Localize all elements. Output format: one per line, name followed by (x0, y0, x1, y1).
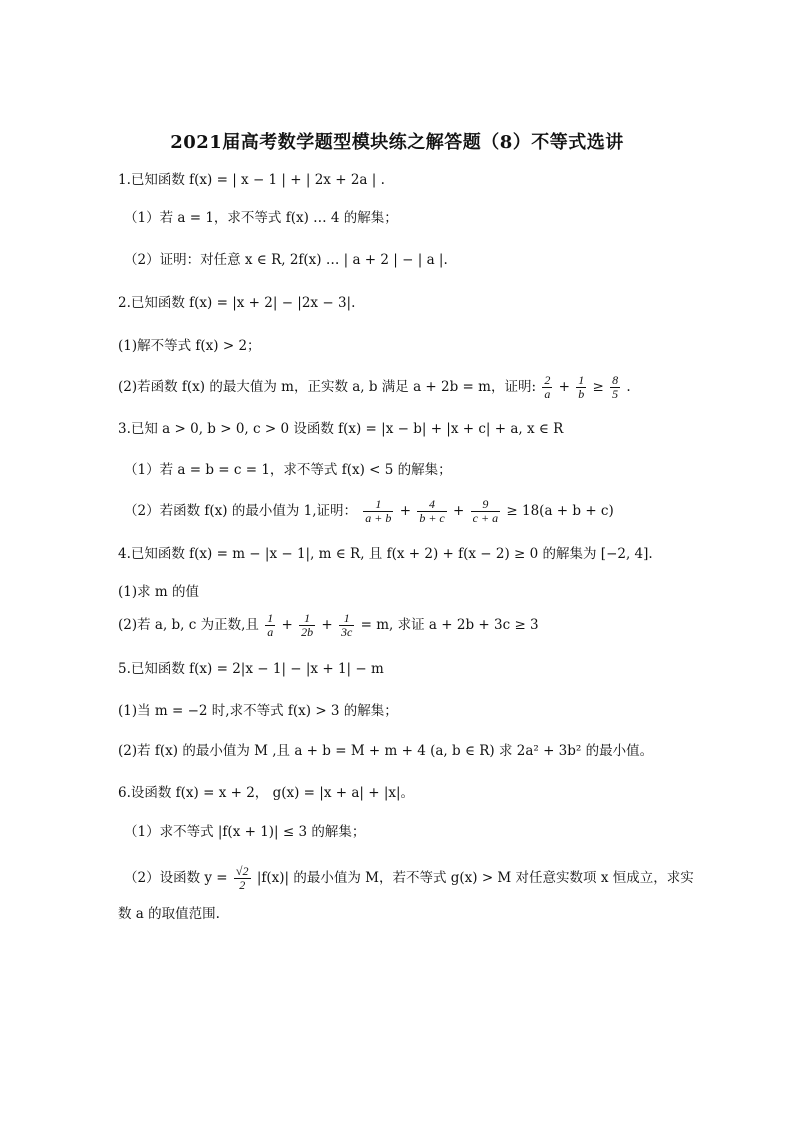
operator: + (321, 617, 333, 633)
problem-3-part-2 (124, 498, 614, 525)
numerator: 1 (267, 611, 274, 625)
problem-4-part-1: (1)求 m 的值 (118, 584, 200, 600)
problem-4-statement: 4.已知函数 f(x) = m − |x − 1|, m ∈ R, 且 f(x + 2) + f(x − 2) ≥ 0 的解集为 [−2, 4]. (118, 546, 653, 562)
fraction (299, 612, 315, 639)
problem-2-statement: 2.已知函数 f(x) = |x + 2| − |2x − 3|. (118, 295, 356, 311)
fraction (610, 374, 620, 401)
fraction (471, 498, 500, 525)
problem-5-part-1: (1)当 m = −2 时,求不等式 f(x) > 3 的解集； (118, 703, 398, 719)
numerator: √2 (235, 864, 249, 878)
text-segment: |f(x)| 的最小值为 M，若不等式 g(x) > M 对任意实数项 x 恒成立，求实 (256, 870, 694, 886)
denominator: 3c (341, 625, 353, 639)
operator: + (281, 617, 293, 633)
text-segment: (2)若 a, b, c 为正数,且 (118, 617, 259, 633)
numerator: 1 (578, 373, 585, 387)
problem-6-part-2-continued: 数 a 的取值范围. (118, 906, 220, 922)
fraction (363, 498, 393, 525)
denominator: 2 (239, 878, 246, 892)
fraction (339, 612, 354, 639)
operator: + (399, 503, 412, 519)
operator: + (453, 503, 465, 519)
numerator: 9 (471, 498, 500, 512)
text-segment: ≥ 18(a + b + c) (506, 503, 614, 519)
problem-1-part-2: （2）证明：对任意 x ∈ R, 2f(x) … | a + 2 | − | a |. (124, 252, 448, 268)
operator: + (558, 379, 570, 395)
text-segment: . (626, 379, 631, 395)
problem-5-part-2: (2)若 f(x) 的最小值为 M ,且 a + b = M + m + 4 (a, b ∈ R) 求 2a² + 3b² 的最小值。 (118, 743, 654, 759)
problem-5-statement: 5.已知函数 f(x) = 2|x − 1| − |x + 1| − m (118, 661, 384, 677)
fraction (542, 374, 552, 401)
denominator: c + a (472, 511, 499, 525)
problem-2-part-1: (1)解不等式 f(x) > 2； (118, 338, 261, 354)
problem-1-part-1: （1）若 a = 1，求不等式 f(x) … 4 的解集； (124, 210, 398, 226)
denominator: a (267, 625, 274, 639)
denominator: 2b (301, 625, 314, 639)
denominator: a (544, 387, 551, 401)
numerator: 1 (363, 498, 393, 512)
numerator: 8 (612, 373, 619, 387)
denominator: 5 (612, 387, 619, 401)
problem-2-part-2 (118, 374, 631, 401)
relation: ≥ (592, 379, 604, 395)
denominator: a + b (365, 511, 392, 525)
numerator: 1 (339, 612, 354, 626)
problem-6-part-2 (124, 865, 694, 892)
problem-6-part-1: （1）求不等式 |f(x + 1)| ≤ 3 的解集； (124, 824, 366, 840)
fraction (265, 612, 275, 639)
text-segment: (2)若函数 f(x) 的最大值为 m，正实数 a, b 满足 a + 2b = m，证明: (118, 379, 537, 395)
problem-4-part-2 (118, 612, 539, 639)
problem-6-statement: 6.设函数 f(x) = x + 2， g(x) = |x + a| + |x|。 (118, 785, 415, 801)
fraction (576, 374, 586, 401)
fraction (417, 498, 446, 525)
numerator: 4 (417, 498, 446, 512)
numerator: 1 (299, 612, 315, 626)
fraction (234, 865, 251, 892)
numerator: 2 (544, 373, 551, 387)
text-segment: （2）若函数 f(x) 的最小值为 1,证明： (124, 503, 357, 519)
problem-1-statement: 1.已知函数 f(x) = | x − 1 | + | 2x + 2a | . (118, 172, 385, 188)
page-title: 2021届高考数学题型模块练之解答题（8）不等式选讲 (170, 132, 624, 153)
text-segment: = m, 求证 a + 2b + 3c ≥ 3 (360, 617, 539, 633)
text-segment: （2）设函数 y = (124, 870, 228, 886)
problem-3-statement: 3.已知 a > 0, b > 0, c > 0 设函数 f(x) = |x − b| + |x + c| + a, x ∈ R (118, 421, 564, 437)
denominator: b + c (419, 511, 445, 525)
denominator: b (578, 387, 585, 401)
problem-3-part-1: （1）若 a = b = c = 1，求不等式 f(x) < 5 的解集； (124, 462, 452, 478)
